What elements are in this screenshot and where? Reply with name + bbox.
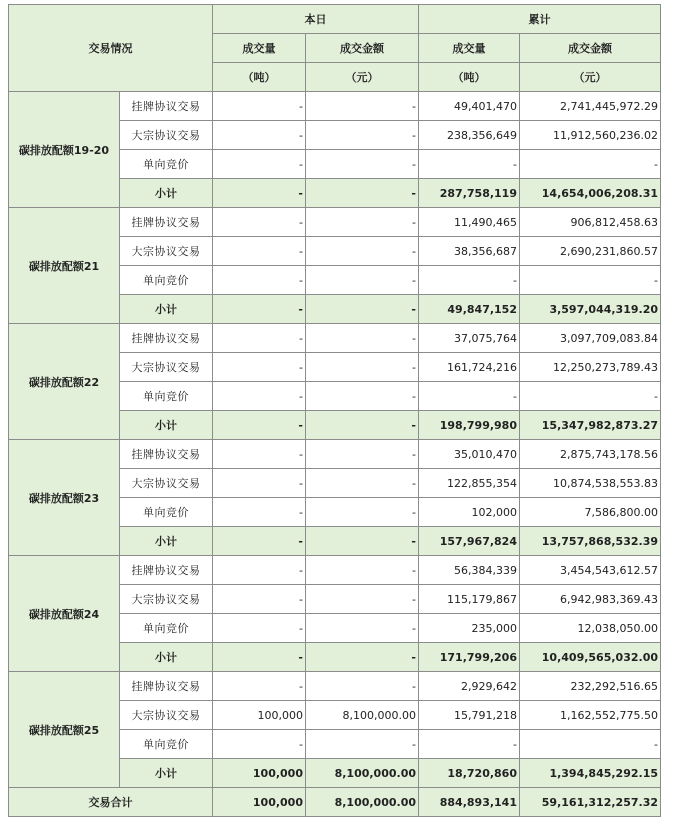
cum-amount-cell: 12,038,050.00 xyxy=(520,614,661,643)
today-amount-cell: - xyxy=(306,527,419,556)
today-volume-cell: - xyxy=(213,150,306,179)
grand-total-row xyxy=(9,788,661,817)
cum-amount-total: 59,161,312,257.32 xyxy=(520,788,661,817)
today-volume-cell: - xyxy=(213,411,306,440)
trade-type-cell: 挂牌协议交易 xyxy=(120,672,213,701)
group-name-cell: 碳排放配额22 xyxy=(9,324,120,440)
today-amount-cell: - xyxy=(306,266,419,295)
trade-type-cell: 单向竞价 xyxy=(120,266,213,295)
trade-type-cell: 挂牌协议交易 xyxy=(120,208,213,237)
today-volume-cell: - xyxy=(213,527,306,556)
cum-volume-cell: - xyxy=(419,730,520,759)
cum-volume-cell: 2,929,642 xyxy=(419,672,520,701)
today-volume-cell: - xyxy=(213,92,306,121)
today-amount-cell: 8,100,000.00 xyxy=(306,701,419,730)
today-amount-cell: - xyxy=(306,382,419,411)
today-volume-cell: - xyxy=(213,179,306,208)
today-amount-cell: - xyxy=(306,150,419,179)
today-volume-cell: - xyxy=(213,382,306,411)
cum-volume-cell: 15,791,218 xyxy=(419,701,520,730)
trade-type-cell: 小计 xyxy=(120,295,213,324)
cum-volume-cell: 11,490,465 xyxy=(419,208,520,237)
trade-type-cell: 小计 xyxy=(120,411,213,440)
cum-amount-cell: 15,347,982,873.27 xyxy=(520,411,661,440)
today-amount-header: 成交金额 xyxy=(306,34,419,63)
cum-amount-cell: 2,875,743,178.56 xyxy=(520,440,661,469)
trade-type-cell: 小计 xyxy=(120,643,213,672)
cum-amount-unit: （元） xyxy=(520,63,661,92)
cum-volume-cell: - xyxy=(419,150,520,179)
today-amount-cell: - xyxy=(306,353,419,382)
trade-type-cell: 挂牌协议交易 xyxy=(120,324,213,353)
today-volume-cell: 100,000 xyxy=(213,759,306,788)
cum-volume-cell: - xyxy=(419,266,520,295)
today-volume-cell: - xyxy=(213,237,306,266)
today-amount-cell: - xyxy=(306,556,419,585)
today-header: 本日 xyxy=(213,5,419,34)
today-volume-cell: - xyxy=(213,469,306,498)
table-row xyxy=(9,92,661,121)
cum-amount-cell: 3,454,543,612.57 xyxy=(520,556,661,585)
today-amount-cell: - xyxy=(306,498,419,527)
trade-type-cell: 小计 xyxy=(120,527,213,556)
today-amount-cell: - xyxy=(306,295,419,324)
table-row xyxy=(9,324,661,353)
today-volume-cell: - xyxy=(213,208,306,237)
trade-type-cell: 单向竞价 xyxy=(120,498,213,527)
today-volume-cell: - xyxy=(213,585,306,614)
today-amount-unit: （元） xyxy=(306,63,419,92)
cum-volume-unit: （吨） xyxy=(419,63,520,92)
cum-volume-cell: 37,075,764 xyxy=(419,324,520,353)
cum-amount-cell: 2,690,231,860.57 xyxy=(520,237,661,266)
cum-volume-cell: 171,799,206 xyxy=(419,643,520,672)
today-volume-cell: 100,000 xyxy=(213,701,306,730)
today-amount-total: 8,100,000.00 xyxy=(306,788,419,817)
cum-volume-header: 成交量 xyxy=(419,34,520,63)
today-amount-cell: - xyxy=(306,643,419,672)
today-amount-cell: - xyxy=(306,324,419,353)
trade-type-cell: 挂牌协议交易 xyxy=(120,92,213,121)
today-volume-cell: - xyxy=(213,440,306,469)
trade-type-cell: 大宗协议交易 xyxy=(120,353,213,382)
cum-amount-cell: - xyxy=(520,150,661,179)
cum-amount-cell: 6,942,983,369.43 xyxy=(520,585,661,614)
table-row xyxy=(9,556,661,585)
cum-amount-cell: 3,097,709,083.84 xyxy=(520,324,661,353)
today-amount-cell: - xyxy=(306,237,419,266)
today-amount-cell: - xyxy=(306,208,419,237)
cum-amount-cell: - xyxy=(520,382,661,411)
today-amount-cell: - xyxy=(306,730,419,759)
table-row xyxy=(9,208,661,237)
today-amount-cell: 8,100,000.00 xyxy=(306,759,419,788)
today-amount-cell: - xyxy=(306,469,419,498)
today-volume-cell: - xyxy=(213,266,306,295)
table-row xyxy=(9,672,661,701)
cum-volume-cell: 198,799,980 xyxy=(419,411,520,440)
trade-type-cell: 单向竞价 xyxy=(120,150,213,179)
trade-type-cell: 挂牌协议交易 xyxy=(120,556,213,585)
today-volume-cell: - xyxy=(213,643,306,672)
trade-type-cell: 大宗协议交易 xyxy=(120,121,213,150)
cum-amount-cell: 10,874,538,553.83 xyxy=(520,469,661,498)
cum-volume-total: 884,893,141 xyxy=(419,788,520,817)
cum-volume-cell: 102,000 xyxy=(419,498,520,527)
cum-amount-cell: 1,162,552,775.50 xyxy=(520,701,661,730)
today-volume-cell: - xyxy=(213,730,306,759)
cum-amount-cell: 3,597,044,319.20 xyxy=(520,295,661,324)
cum-amount-cell: 1,394,845,292.15 xyxy=(520,759,661,788)
cum-amount-cell: 10,409,565,032.00 xyxy=(520,643,661,672)
cum-volume-cell: 35,010,470 xyxy=(419,440,520,469)
group-name-cell: 碳排放配额25 xyxy=(9,672,120,788)
today-volume-header: 成交量 xyxy=(213,34,306,63)
grand-total-label: 交易合计 xyxy=(9,788,213,817)
trade-type-cell: 大宗协议交易 xyxy=(120,585,213,614)
today-volume-cell: - xyxy=(213,556,306,585)
cum-volume-cell: 161,724,216 xyxy=(419,353,520,382)
today-amount-cell: - xyxy=(306,585,419,614)
cum-amount-cell: 906,812,458.63 xyxy=(520,208,661,237)
cum-volume-cell: 238,356,649 xyxy=(419,121,520,150)
today-amount-cell: - xyxy=(306,121,419,150)
today-volume-cell: - xyxy=(213,353,306,382)
trade-type-cell: 单向竞价 xyxy=(120,614,213,643)
today-amount-cell: - xyxy=(306,411,419,440)
cum-amount-cell: - xyxy=(520,266,661,295)
cum-amount-cell: 232,292,516.65 xyxy=(520,672,661,701)
cum-amount-cell: 2,741,445,972.29 xyxy=(520,92,661,121)
table-row xyxy=(9,440,661,469)
today-volume-cell: - xyxy=(213,672,306,701)
today-volume-cell: - xyxy=(213,498,306,527)
cum-amount-cell: 12,250,273,789.43 xyxy=(520,353,661,382)
cum-volume-cell: 122,855,354 xyxy=(419,469,520,498)
today-volume-cell: - xyxy=(213,614,306,643)
cum-volume-cell: - xyxy=(419,382,520,411)
trade-type-cell: 大宗协议交易 xyxy=(120,237,213,266)
trade-type-cell: 单向竞价 xyxy=(120,382,213,411)
group-name-cell: 碳排放配额21 xyxy=(9,208,120,324)
today-volume-total: 100,000 xyxy=(213,788,306,817)
carbon-trading-table xyxy=(8,4,661,817)
cum-volume-cell: 235,000 xyxy=(419,614,520,643)
cum-amount-cell: 14,654,006,208.31 xyxy=(520,179,661,208)
trade-type-cell: 大宗协议交易 xyxy=(120,469,213,498)
group-name-cell: 碳排放配额19-20 xyxy=(9,92,120,208)
cum-amount-cell: 13,757,868,532.39 xyxy=(520,527,661,556)
cum-volume-cell: 38,356,687 xyxy=(419,237,520,266)
today-amount-cell: - xyxy=(306,179,419,208)
today-volume-cell: - xyxy=(213,324,306,353)
trade-type-cell: 大宗协议交易 xyxy=(120,701,213,730)
trade-type-cell: 单向竞价 xyxy=(120,730,213,759)
cum-volume-cell: 157,967,824 xyxy=(419,527,520,556)
today-volume-cell: - xyxy=(213,121,306,150)
cum-amount-cell: 7,586,800.00 xyxy=(520,498,661,527)
trade-type-cell: 挂牌协议交易 xyxy=(120,440,213,469)
group-name-cell: 碳排放配额24 xyxy=(9,556,120,672)
today-volume-unit: （吨） xyxy=(213,63,306,92)
category-header: 交易情况 xyxy=(9,5,213,92)
cum-volume-cell: 115,179,867 xyxy=(419,585,520,614)
today-volume-cell: - xyxy=(213,295,306,324)
group-name-cell: 碳排放配额23 xyxy=(9,440,120,556)
trade-type-cell: 小计 xyxy=(120,179,213,208)
cum-amount-cell: 11,912,560,236.02 xyxy=(520,121,661,150)
cum-amount-cell: - xyxy=(520,730,661,759)
cum-volume-cell: 49,847,152 xyxy=(419,295,520,324)
trade-type-cell: 小计 xyxy=(120,759,213,788)
cum-volume-cell: 56,384,339 xyxy=(419,556,520,585)
today-amount-cell: - xyxy=(306,672,419,701)
cum-volume-cell: 49,401,470 xyxy=(419,92,520,121)
cum-amount-header: 成交金额 xyxy=(520,34,661,63)
today-amount-cell: - xyxy=(306,614,419,643)
header-row-1 xyxy=(9,5,661,34)
cum-volume-cell: 18,720,860 xyxy=(419,759,520,788)
today-amount-cell: - xyxy=(306,92,419,121)
cumulative-header: 累计 xyxy=(419,5,661,34)
today-amount-cell: - xyxy=(306,440,419,469)
cum-volume-cell: 287,758,119 xyxy=(419,179,520,208)
